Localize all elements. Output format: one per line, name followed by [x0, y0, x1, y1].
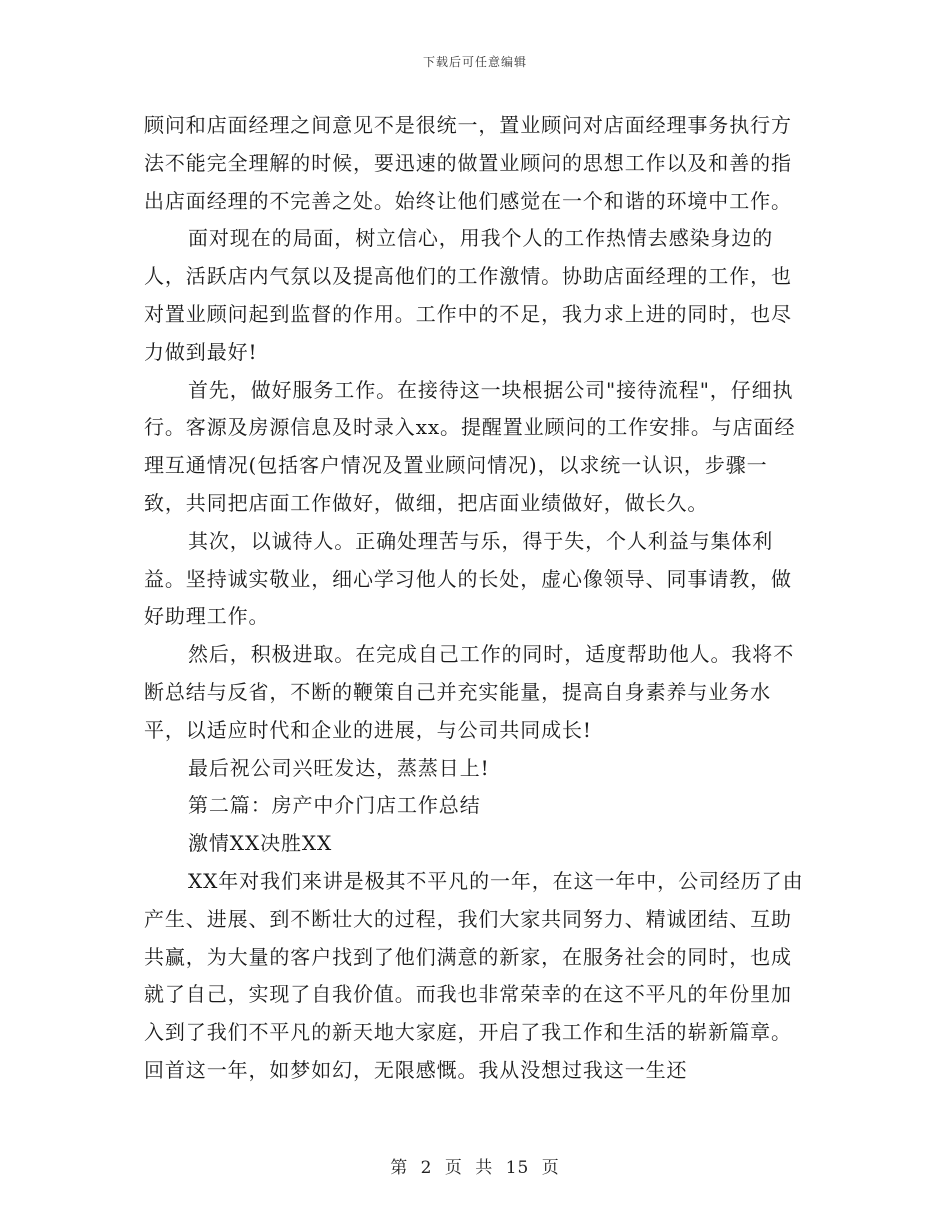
section-heading: 第二篇：房产中介门店工作总结 — [188, 793, 481, 818]
page-footer: 第 2 页 共 15 页 — [390, 1158, 560, 1178]
closing-line: 最后祝公司兴旺发达，蒸蒸日上! — [188, 755, 490, 780]
paragraph: 然后，积极进取。在完成自己工作的同时，适度帮助他人。我将不断总结与反省，不断的鞭策自己并充实能量，提高自身素养与业务水平，以适应时代和企业的进展，与公司共同成长! — [144, 642, 795, 742]
page-header: 下载后可任意编辑 — [422, 55, 527, 69]
section-subtitle: 激情XX决胜XX — [188, 831, 333, 856]
paragraph: 面对现在的局面，树立信心，用我个人的工作热情去感染身边的人，活跃店内气氛以及提高他们的工作激情。协助店面经理的工作，也对置业顾问起到监督的作用。工作中的不足，我力求上进的同时，也尽力做到最好! — [144, 226, 792, 364]
document-body — [144, 107, 809, 1090]
paragraph-continued: 顾问和店面经理之间意见不是很统一，置业顾问对店面经理事务执行方法不能完全理解的时候，要迅速的做置业顾问的思想工作以及和善的指出店面经理的不完善之处。始终让他们感觉在一个和谐的环境中工作。 — [144, 113, 792, 213]
paragraph: 其次，以诚待人。正确处理苦与乐，得于失，个人利益与集体利益。坚持诚实敬业，细心学习他人的长处，虚心像领导、同事请教，做好助理工作。 — [144, 528, 792, 629]
paragraph: XX年对我们来讲是极其不平凡的一年，在这一年中，公司经历了由产生、进展、到不断壮大的过程，我们大家共同努力、精诚团结、互助共赢，为大量的客户找到了他们满意的新家，在服务社会的同时，也成就了自己，实现了自我价值。而我也非常荣幸的在这不平凡的年份里加入到了我们不平凡的新天地大家庭，开启了我工作和生活的崭新篇章。回首这一年，如梦如幻，无限感慨。我从没想过我这一生还 — [144, 868, 804, 1082]
paragraph: 首先，做好服务工作。在接待这一块根据公司"接待流程"，仔细执行。客源及房源信息及时录入xx。提醒置业顾问的工作安排。与店面经理互通情况(包括客户情况及置业顾问情况)，以求统一认识，步骤一致，共同把店面工作做好，做细，把店面业绩做好，做长久。 — [144, 377, 796, 515]
